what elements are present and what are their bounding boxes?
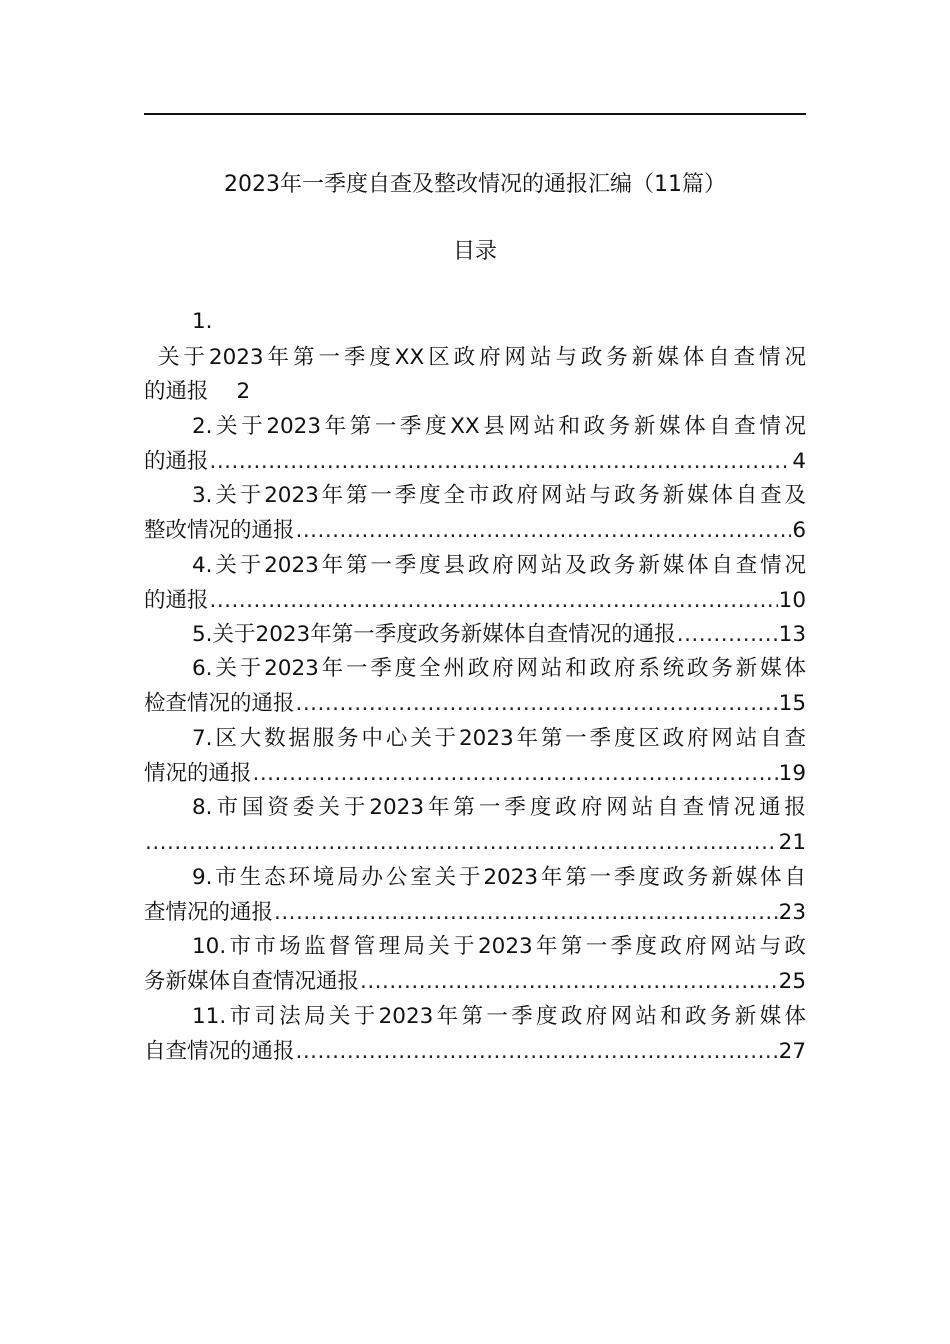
toc-entry-6-tail[interactable] <box>144 686 806 721</box>
toc-entry-8-tail[interactable] <box>144 825 806 860</box>
toc-entry-11-title[interactable]: 11.市司法局关于2023年第一季度政府网站和政务新媒体 <box>192 1004 806 1029</box>
toc-entry-7-title-cont: 情况的通报 <box>144 761 252 786</box>
toc-entry-7-tail[interactable] <box>144 756 806 791</box>
toc-entry-5[interactable] <box>144 617 806 652</box>
dot-leader <box>274 895 778 930</box>
dot-leader <box>253 756 778 791</box>
toc-entry-8-page: 21 <box>778 830 806 855</box>
dot-leader <box>677 617 778 652</box>
toc-heading: 目录 <box>452 239 497 264</box>
toc-entry-4-tail[interactable] <box>144 583 806 618</box>
toc-entry-6-title-cont: 检查情况的通报 <box>144 691 295 716</box>
toc-entry-10-page: 25 <box>778 969 806 994</box>
toc-entry-2-tail[interactable] <box>144 444 806 479</box>
toc-entry-9-tail[interactable] <box>144 895 806 930</box>
toc-entry-4-title[interactable]: 4.关于2023年第一季度县政府网站及政务新媒体自查情况 <box>192 553 806 578</box>
toc-entry-3-title[interactable]: 3.关于2023年第一季度全市政府网站与政务新媒体自查及 <box>192 483 806 508</box>
toc-entry-11-tail[interactable] <box>144 1034 806 1069</box>
toc-entry-1-tail[interactable] <box>144 374 806 409</box>
toc-entry-6-page: 15 <box>778 691 806 716</box>
dot-leader <box>145 825 778 860</box>
toc-entry-4-page: 10 <box>778 588 806 613</box>
toc-entry-3-page: 6 <box>792 518 806 543</box>
toc-entry-11-title-cont: 自查情况的通报 <box>144 1039 295 1064</box>
toc-entry-7-page: 19 <box>778 761 806 786</box>
toc-entry-1-title-cont: 的通报 <box>144 379 209 404</box>
toc-entry-10-title-cont: 务新媒体自查情况通报 <box>144 969 360 994</box>
toc-entry-10-title[interactable]: 10.市市场监督管理局关于2023年第一季度政府网站与政 <box>192 934 806 959</box>
toc-entry-6-title[interactable]: 6.关于2023年一季度全州政府网站和政府系统政务新媒体 <box>192 656 806 681</box>
toc-entry-4-title-cont: 的通报 <box>144 588 209 613</box>
dot-leader <box>210 444 792 479</box>
toc-entry-2-page: 4 <box>792 449 806 474</box>
toc-entry-10-tail[interactable] <box>144 964 806 999</box>
toc-entry-1-page: 2 <box>236 379 251 404</box>
toc-entry-9-title-cont: 查情况的通报 <box>144 900 274 925</box>
toc-entry-9-title[interactable]: 9.市生态环境局办公室关于2023年第一季度政务新媒体自 <box>192 865 806 890</box>
toc-entry-3-title-cont: 整改情况的通报 <box>144 518 295 543</box>
toc-entry-3-tail[interactable] <box>144 513 806 548</box>
toc-entry-5-page: 13 <box>778 622 806 647</box>
toc-entry-8-title[interactable]: 8.市国资委关于2023年第一季度政府网站自查情况通报 <box>192 795 806 820</box>
toc-entry-5-title: 5.关于2023年第一季度政务新媒体自查情况的通报 <box>192 622 676 647</box>
toc-entry-11-page: 27 <box>778 1039 806 1064</box>
dot-leader <box>210 583 778 618</box>
dot-leader <box>296 513 792 548</box>
toc-entry-9-page: 23 <box>778 900 806 925</box>
toc-entry-7-title[interactable]: 7.区大数据服务中心关于2023年第一季度区政府网站自查 <box>192 726 806 751</box>
toc-entry-1-title[interactable]: 关于2023年第一季度XX区政府网站与政务新媒体自查情况 <box>158 345 806 370</box>
header-rule <box>144 113 806 115</box>
document-title: 2023年一季度自查及整改情况的通报汇编（11篇） <box>224 172 726 197</box>
toc-entry-1-number[interactable]: 1. <box>192 309 213 334</box>
toc-entry-2-title[interactable]: 2.关于2023年第一季度XX县网站和政务新媒体自查情况 <box>192 414 806 439</box>
toc-entry-2-title-cont: 的通报 <box>144 449 209 474</box>
dot-leader <box>360 964 778 999</box>
dot-leader <box>296 1034 778 1069</box>
dot-leader <box>296 686 778 721</box>
